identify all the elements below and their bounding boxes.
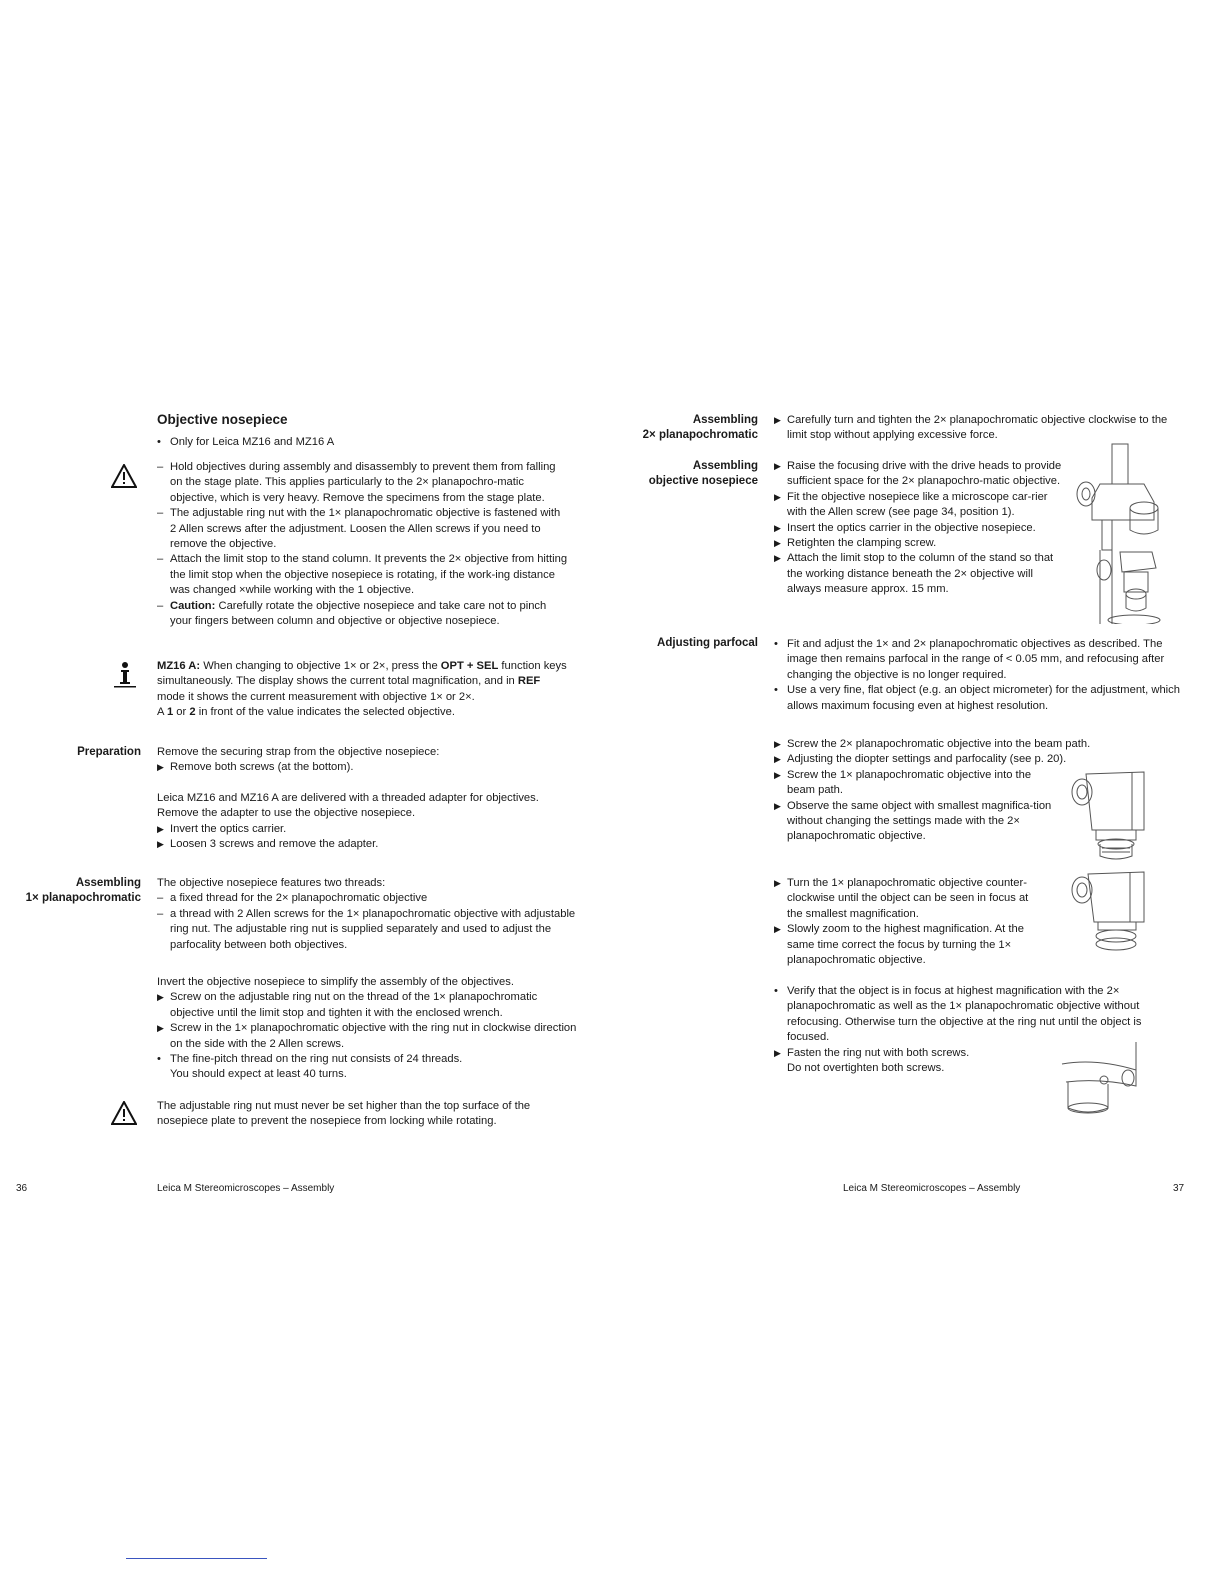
- divider: [126, 1558, 267, 1559]
- list-item: – Caution: Carefully rotate the objective nosepiece and take care not to pinch your fingers between column and objective or objective nosepiece.: [157, 599, 547, 628]
- list-item: – Attach the limit stop to the stand column. It prevents the 2× objective from hitting the limit stop when the objective nosepiece is rotating, if the work-ing distance was changed ×while working with the 1 objective.: [157, 553, 568, 597]
- final-warning: The adjustable ring nut must never be set higher than the top surface of the nosepiece plate to prevent the nosepiece from locking while rotating.: [157, 1100, 531, 1128]
- parfocal-steps-b: ▶ Turn the 1× planapochromatic objective counter-clockwise until the object can be seen in focus at the smallest magnification. ▶ Slowly zoom to the highest magnification. At the same time correct the focus by turning the 1× planapochromatic objective.: [774, 877, 1029, 967]
- list-item: • Fit and adjust the 1× and 2× planapochromatic objectives as described. The image then remains parfocal in the range of < 0.05 mm, and refocusing after changing the objective is no longer required.: [774, 638, 1165, 681]
- parfocal-bullets: [774, 637, 1194, 714]
- nosepiece-figure: [1066, 768, 1152, 860]
- assembling-nosepiece-block: ▶ Raise the focusing drive with the drive heads to provide sufficient space for the 2× planapochro-matic objective. ▶ Fit the objective nosepiece like a microscope car-rier with the Allen screw (see page 34, position 1). ▶ Insert the optics carrier in the objective nosepiece. ▶ Retighten the clamping screw. ▶ Attach the limit stop to the column of the stand so that the working distance beneath the 2× objective will always measure approx. 15 mm.: [774, 460, 1062, 596]
- side-label-assembling-2x: Assembling 2× planapochromatic: [642, 414, 758, 442]
- list-item: – The adjustable ring nut with the 1× planapochromatic objective is fastened with 2 Allen screws after the adjustment. Loosen the Allen screws if you need to remove the objective.: [157, 507, 561, 551]
- warning-triangle-icon: [111, 464, 137, 488]
- parfocal-steps-a: ▶ Screw the 2× planapochromatic objective into the beam path. ▶ Adjusting the diopter settings and parfocality (see p. 20). ▶ Screw the 1× planapochromatic objective into the beam path. ▶ Observe the same object with smallest magnifica-tion without changing the settings made with the 2× planapochromatic objective.: [774, 738, 1091, 843]
- info-note: MZ16 A: When changing to objective 1× or 2×, press the OPT + SEL function keys simultaneously. The display shows the current total magnification, and in REF mode it shows the current measurement with objective 1× or 2×. A 1 or 2 in front of the value indicates the selected objective.: [157, 660, 567, 719]
- list-item: • Use a very fine, flat object (e.g. an object micrometer) for the adjustment, which allows maximum focusing even at highest resolution.: [774, 684, 1180, 712]
- warning-triangle-icon: [111, 1101, 137, 1125]
- page-number: 36: [16, 1183, 28, 1194]
- side-label-assembling-1x: Assembling 1× planapochromatic: [25, 877, 141, 905]
- page-number: 37: [1173, 1183, 1185, 1194]
- microscope-figure: [1072, 442, 1164, 624]
- info-icon: [114, 661, 136, 688]
- preparation-block: Remove the securing strap from the objective nosepiece: ▶ Remove both screws (at the bottom). Leica MZ16 and MZ16 A are delivered with a threaded adapter for objectives. Remove the adapter to use the objective nosepiece. ▶ Invert the optics carrier. ▶ Loosen 3 screws and remove the adapter.: [157, 746, 539, 851]
- verify-block: • Verify that the object is in focus at highest magnification with the 2× planapochromatic as well as the 1× planapochromatic objective without refocusing. Otherwise turn the objective at the ring nut until the object is focused. ▶ Fasten the ring nut with both screws. Do not overtighten both screws.: [774, 985, 1142, 1075]
- side-label-preparation: Preparation: [77, 746, 141, 758]
- nosepiece-figure: [1066, 868, 1152, 952]
- page-footer: Leica M Stereomicroscopes – Assembly: [843, 1183, 1021, 1194]
- warning-list: [157, 460, 569, 629]
- side-label-adjusting-parfocal: Adjusting parfocal: [657, 637, 758, 649]
- assembling-2x-block: ▶ Carefully turn and tighten the 2× planapochromatic objective clockwise to the limit stop without applying excessive force.: [774, 414, 1168, 442]
- model-note: • Only for Leica MZ16 and MZ16 A: [157, 436, 335, 448]
- page-footer: Leica M Stereomicroscopes – Assembly: [157, 1183, 335, 1194]
- list-item: – Hold objectives during assembly and disassembly to prevent them from falling on the stage plate. This applies particularly to the 2× planapochro-matic objective, which is very heavy. Remove the specimens from the stage plate.: [157, 461, 556, 504]
- side-label-assembling-nosepiece: Assembling objective nosepiece: [648, 460, 758, 488]
- section-heading: Objective nosepiece: [157, 412, 288, 427]
- ring-nut-figure: [1056, 1042, 1142, 1118]
- assembling-1x-block: The objective nosepiece features two threads: – a fixed thread for the 2× planapochromatic objective – a thread with 2 Allen screws for the 1× planapochromatic objective with adjustable ring nut. The adjustable ring nut is supplied separately and used to adjust the parfocality between both objectives. Invert the objective nosepiece to simplify the assembly of the objectives. ▶ Screw on the adjustable ring nut on the thread of the 1× planapochromatic objective until the limit stop and tighten it with the enclosed wrench. ▶ Screw in the 1× planapochromatic objective with the ring nut in clockwise direction on the side with the 2 Allen screws. • The fine-pitch thread on the ring nut consists of 24 threads. You should expect at least 40 turns.: [157, 877, 577, 1081]
- right-page: [612, 0, 1224, 1584]
